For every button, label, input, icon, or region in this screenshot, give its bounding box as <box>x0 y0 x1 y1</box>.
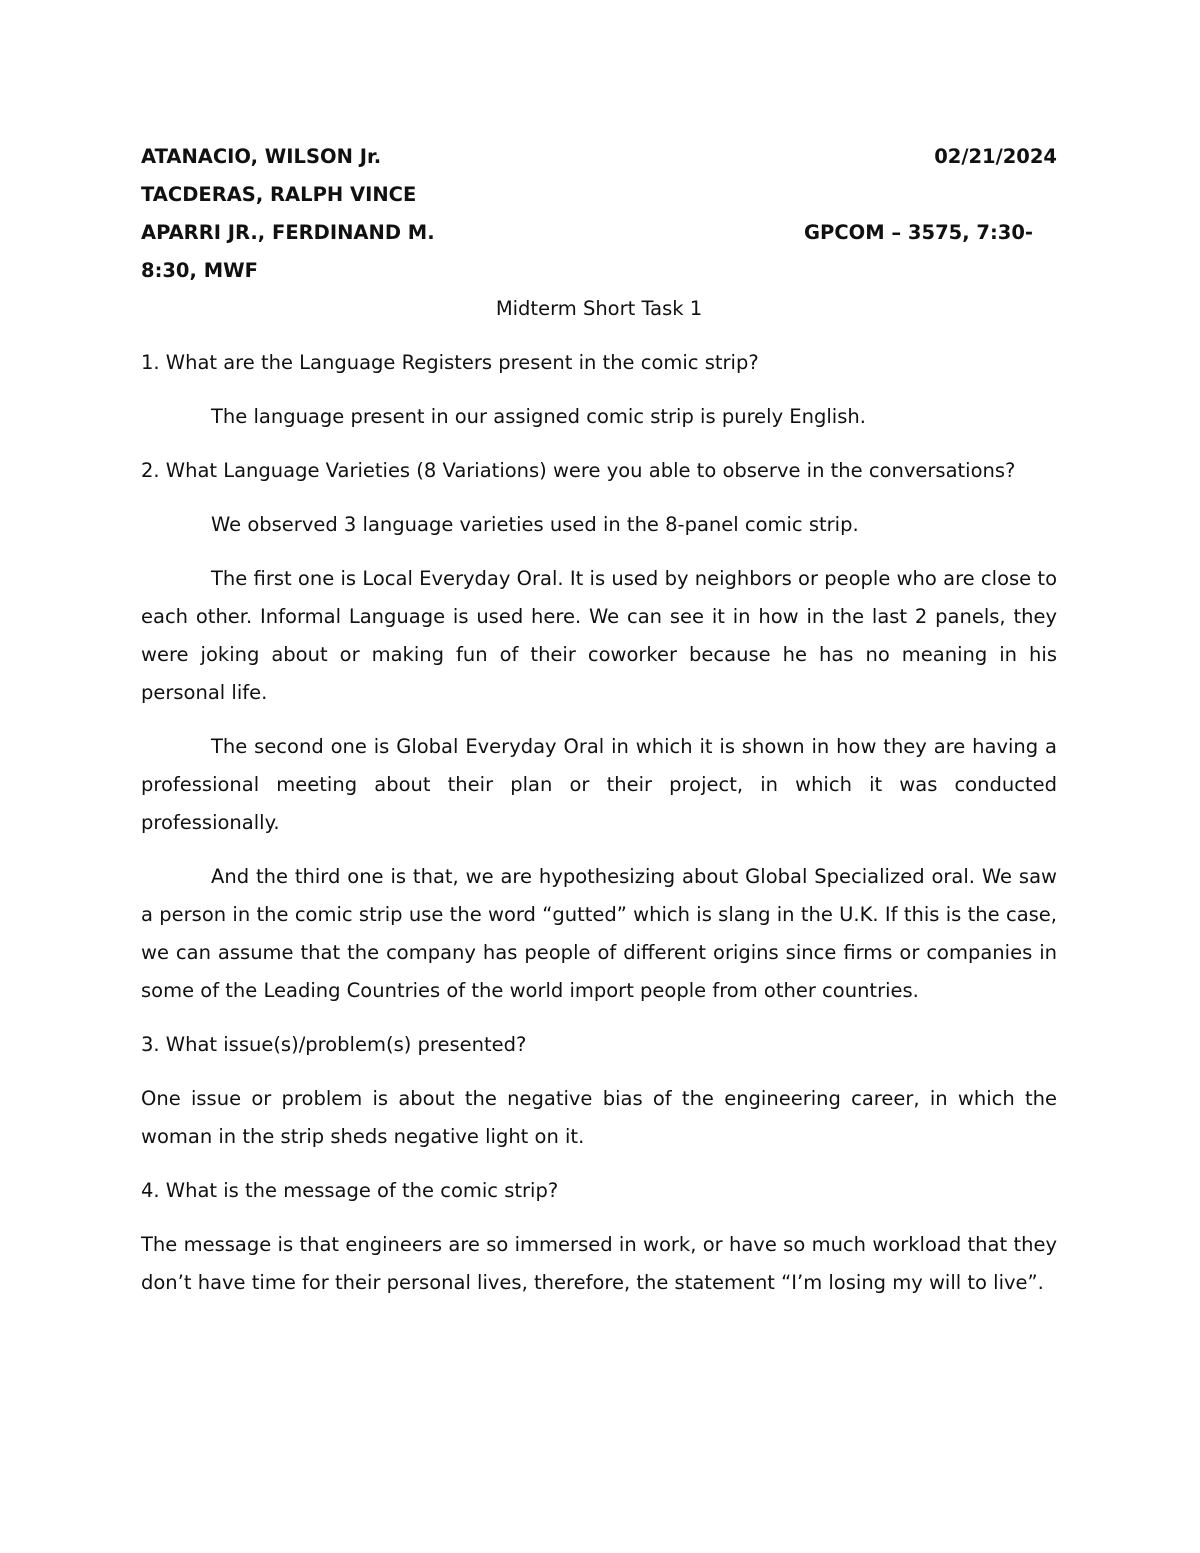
class-schedule: 8:30, MWF <box>141 259 258 282</box>
answer-2-variety-3: And the third one is that, we are hypothesizing about Global Specialized oral. We saw a person in the comic strip use the word “gutted” which is slang in the U.K. If this is the case, we can assume that the company has people of different origins since firms or companies in some of the Leading Countries of the world import people from other countries. <box>141 865 1057 1002</box>
student-name-2: TACDERAS, RALPH VINCE <box>141 183 417 206</box>
document-title: Midterm Short Task 1 <box>495 297 703 320</box>
header-row-4 <box>141 252 1057 290</box>
header-row-1 <box>141 138 1057 176</box>
question-3: 3. What issue(s)/problem(s) presented? <box>141 1033 527 1056</box>
header-row-2 <box>141 176 1057 214</box>
submission-date: 02/21/2024 <box>934 145 1057 168</box>
answer-1: The language present in our assigned comic strip is purely English. <box>211 405 866 428</box>
answer-2-variety-2: The second one is Global Everyday Oral in which it is shown in how they are having a professional meeting about their plan or their project, in which it was conducted professionally. <box>141 735 1057 834</box>
document-body <box>141 138 1057 1318</box>
student-name-1: ATANACIO, WILSON Jr. <box>141 145 382 168</box>
question-4: 4. What is the message of the comic strip? <box>141 1179 559 1202</box>
course-code: GPCOM – 3575, 7:30- <box>804 221 1033 244</box>
student-name-3: APARRI JR., FERDINAND M. <box>141 221 435 244</box>
question-2: 2. What Language Varieties (8 Variations) were you able to observe in the conversations? <box>141 459 1016 482</box>
answer-3: One issue or problem is about the negative bias of the engineering career, in which the woman in the strip sheds negative light on it. <box>141 1087 1057 1148</box>
header-row-3 <box>141 214 1057 252</box>
answer-2-intro: We observed 3 language varieties used in the 8-panel comic strip. <box>211 513 859 536</box>
answer-2-variety-1: The first one is Local Everyday Oral. It is used by neighbors or people who are close to each other. Informal Language is used here. We can see it in how in the last 2 panels, they were joking about or making fun of their coworker because he has no meaning in his personal life. <box>141 567 1057 704</box>
question-1: 1. What are the Language Registers present in the comic strip? <box>141 351 759 374</box>
answer-4: The message is that engineers are so immersed in work, or have so much workload that they don’t have time for their personal lives, therefore, the statement “I’m losing my will to live”. <box>141 1233 1057 1294</box>
